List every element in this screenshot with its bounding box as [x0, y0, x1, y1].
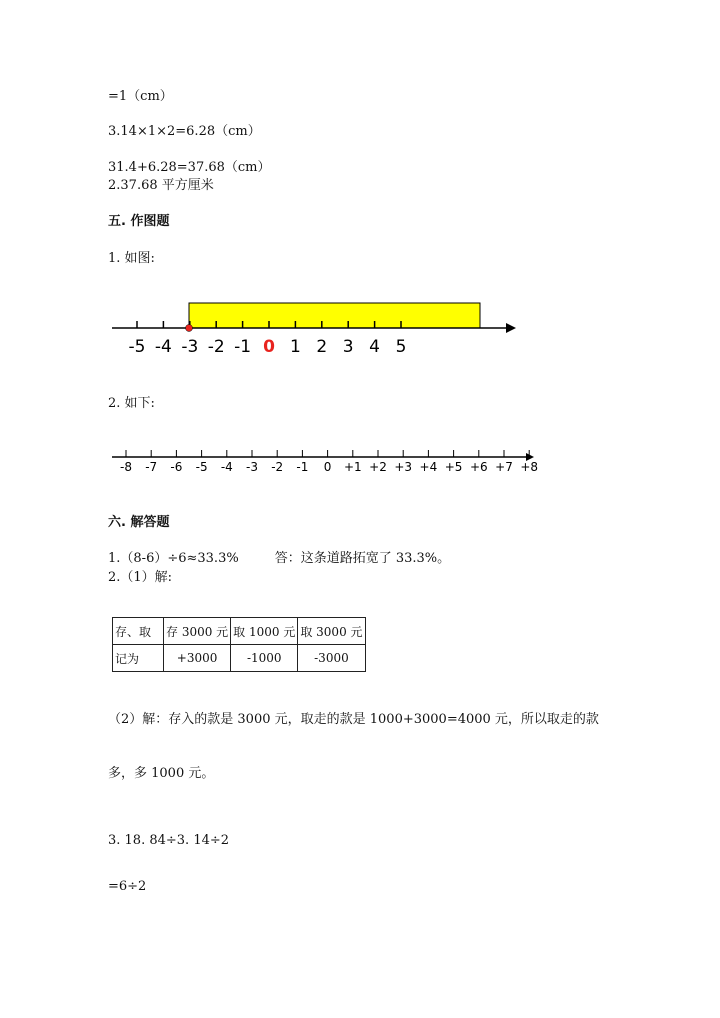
tick-label: +8	[520, 460, 539, 474]
tick-label: 4	[369, 337, 381, 357]
tick-label: -2	[271, 460, 284, 474]
table-cell: 取 3000 元	[298, 618, 365, 645]
table-cell: 取 1000 元	[231, 618, 298, 645]
table-cell: 记为	[113, 645, 164, 672]
tick-label: -4	[154, 337, 172, 357]
question-2-label: 2. 如下:	[108, 396, 155, 411]
table-cell: -1000	[231, 645, 298, 672]
answer-1-calc: 1.（8-6）÷6≈33.3%	[108, 551, 239, 566]
tick-label: -5	[195, 460, 208, 474]
table-cell: +3000	[164, 645, 231, 672]
question-1-label: 1. 如图:	[108, 251, 155, 266]
tick-label: -2	[207, 337, 225, 357]
tick-label: 5	[395, 337, 407, 357]
tick-label: 2	[316, 337, 328, 357]
answer-3-line-1: 3. 18. 84÷3. 14÷2	[108, 833, 230, 848]
tick-label: -5	[128, 337, 146, 357]
calc-line-1: =1（cm）	[108, 89, 173, 104]
answer-1-line	[108, 551, 450, 567]
calc-line-2: 3.14×1×2=6.28（cm）	[108, 124, 261, 139]
tick-label: 3	[342, 337, 354, 357]
table-cell: -3000	[298, 645, 365, 672]
calc-line-4: 2.37.68 平方厘米	[108, 178, 214, 193]
tick-label: +5	[444, 460, 463, 474]
tick-label: +1	[343, 460, 362, 474]
tick-label: 1	[289, 337, 301, 357]
tick-label: -3	[246, 460, 258, 474]
tick-label-zero: 0	[263, 337, 275, 357]
tick-label: -3	[181, 337, 199, 357]
table-row	[113, 645, 366, 672]
tick-label: +2	[369, 460, 387, 474]
answer-2-part2-line-1: （2）解：存入的款是 3000 元，取走的款是 1000+3000=4000 元，所以取走的款	[108, 712, 599, 727]
tick-label: +4	[419, 460, 438, 474]
tick-label: -8	[120, 460, 132, 474]
calc-line-3: 31.4+6.28=37.68（cm）	[108, 160, 271, 175]
tick-label: -1	[234, 337, 252, 357]
tick-label: -1	[296, 460, 309, 474]
answer-2-part2-line-2: 多，多 1000 元。	[108, 766, 215, 781]
answer-2-intro: 2.（1）解:	[108, 570, 173, 585]
tick-label: -7	[145, 460, 158, 474]
tick-label: +3	[394, 460, 413, 474]
table-cell: 存、取	[113, 618, 164, 645]
tick-label: -6	[170, 460, 183, 474]
section-5-heading: 五. 作图题	[108, 214, 170, 229]
answer-3-line-2: =6÷2	[108, 879, 147, 894]
section-6-heading: 六. 解答题	[108, 515, 170, 530]
tick-label: +6	[469, 460, 488, 474]
table-cell: 存 3000 元	[164, 618, 231, 645]
tick-label: +7	[495, 460, 513, 474]
table-row	[113, 618, 366, 645]
deposit-withdraw-table	[112, 617, 366, 672]
tick-label: 0	[323, 460, 332, 474]
answer-1-conclusion: 答：这条道路拓宽了 33.3%。	[274, 551, 451, 566]
tick-label: -4	[220, 460, 233, 474]
